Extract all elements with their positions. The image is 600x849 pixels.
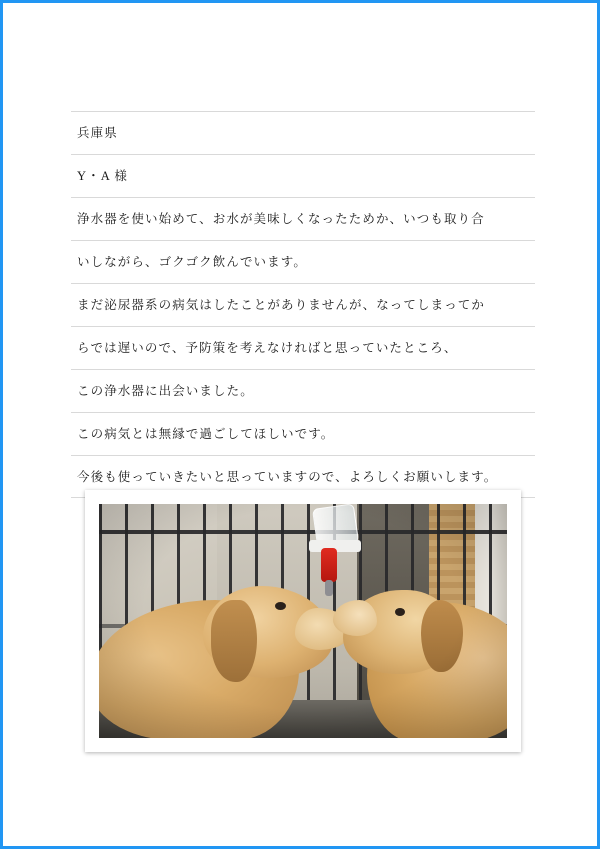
- letter-line: [71, 197, 535, 240]
- photo-frame: [85, 490, 521, 752]
- letter-line: [71, 326, 535, 369]
- letter-line-text: この浄水器に出会いました。: [77, 384, 254, 398]
- photo-dogs-drinking: [99, 504, 507, 738]
- letter-line-text: 兵庫県: [77, 126, 118, 140]
- letter-line-text: らでは遅いので、予防策を考えなければと思っていたところ、: [77, 341, 458, 355]
- letter-line-text: この病気とは無縁で過ごしてほしいです。: [77, 427, 335, 441]
- letter-line: [71, 412, 535, 455]
- letter-line: [71, 111, 535, 154]
- letter-line-text: Y・A 様: [77, 169, 128, 183]
- letter-line: [71, 240, 535, 283]
- letter-line-text: いしながら、ゴクゴク飲んでいます。: [77, 255, 307, 269]
- letter-line-text: 今後も使っていきたいと思っていますので、よろしくお願いします。: [77, 470, 498, 484]
- letter-line-text: 浄水器を使い始めて、お水が美味しくなったためか、いつも取り合: [77, 212, 485, 226]
- letter-line-text: まだ泌尿器系の病気はしたことがありませんが、なってしまってか: [77, 298, 486, 312]
- letter-line: [71, 369, 535, 412]
- letter-body: [71, 111, 535, 498]
- letter-line: [71, 154, 535, 197]
- photo-vignette: [99, 504, 507, 738]
- letter-line: [71, 283, 535, 326]
- letter-sheet: [3, 3, 597, 846]
